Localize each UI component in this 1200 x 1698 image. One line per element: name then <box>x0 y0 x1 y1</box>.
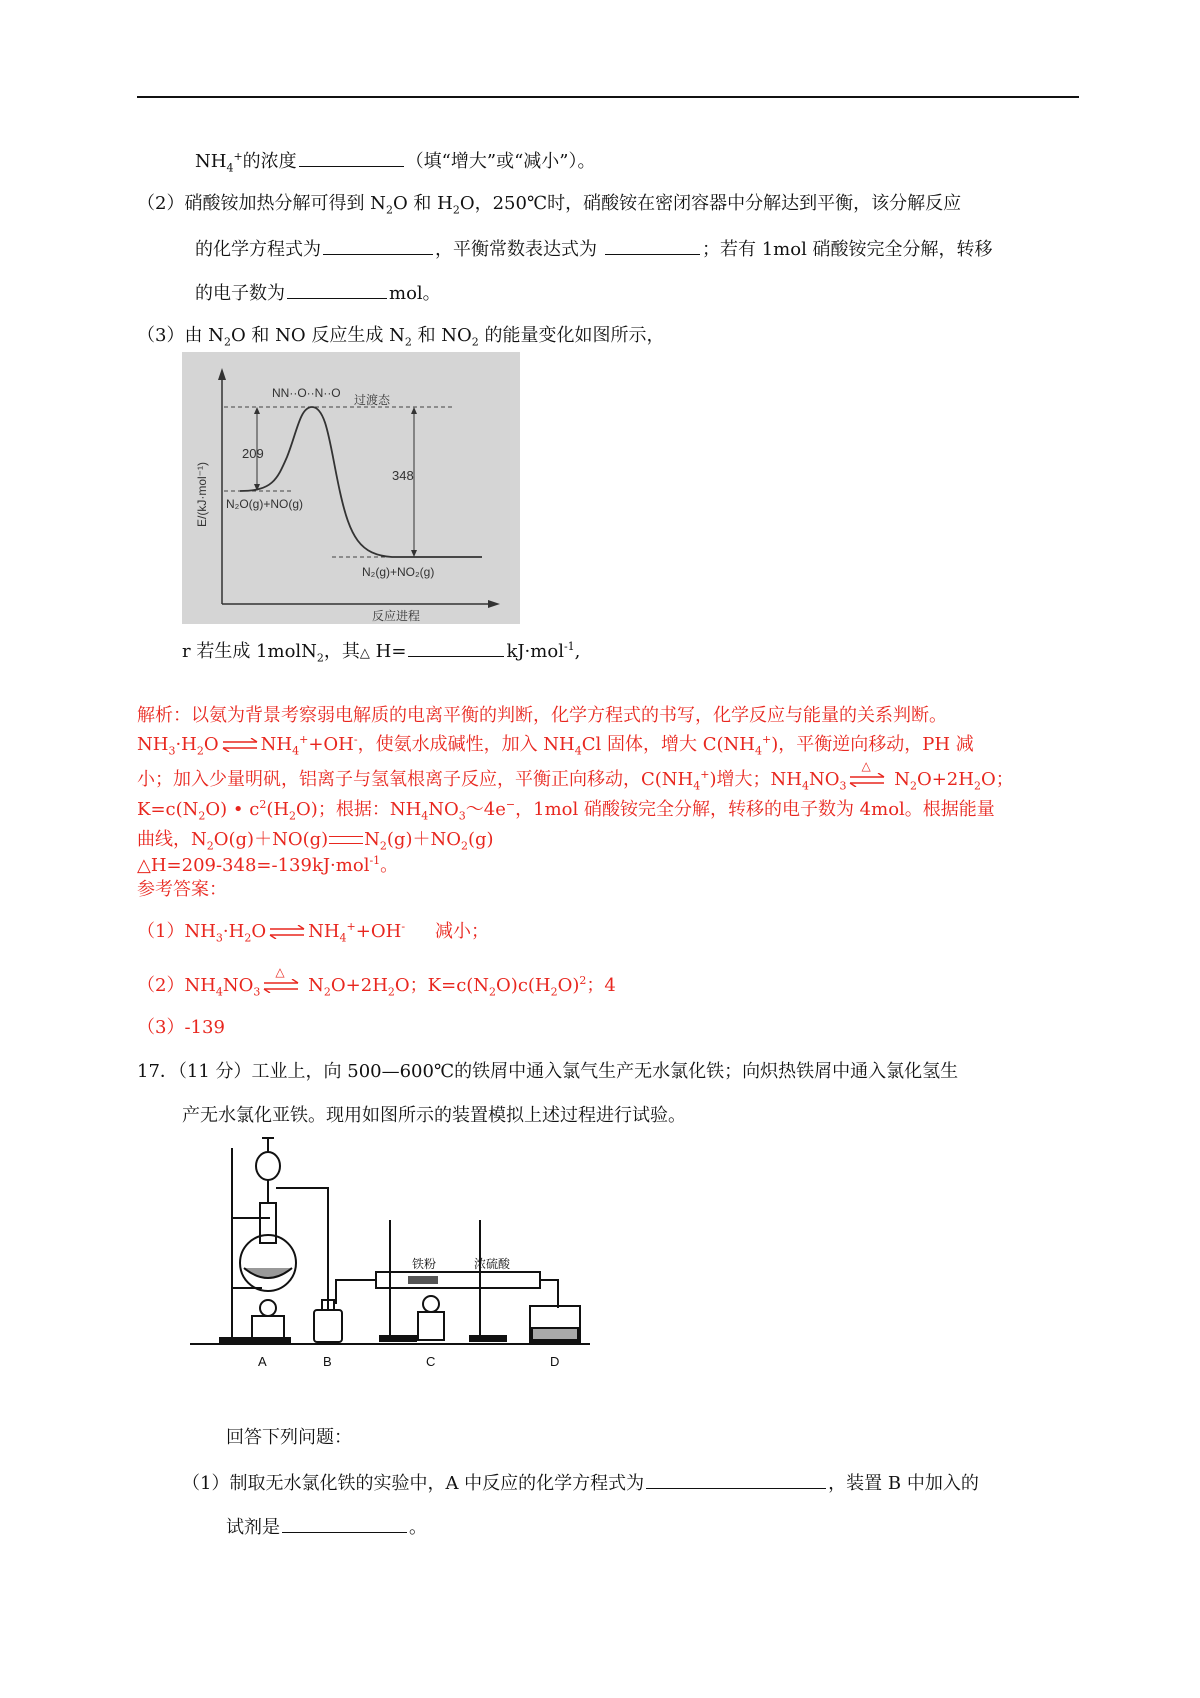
reagent-blank[interactable] <box>282 1516 407 1533</box>
iron-powder <box>408 1276 438 1284</box>
equilibrium-arrow-icon <box>268 925 306 939</box>
q17-part1-line1: （1）制取无水氯化铁的实验中，A 中反应的化学方程式为 ，装置 B 中加入的 <box>182 1473 979 1494</box>
equation-blank[interactable] <box>323 238 433 255</box>
equals-arrow-icon <box>329 836 363 844</box>
label-c: C <box>426 1354 436 1369</box>
electron-blank[interactable] <box>287 282 387 299</box>
equilibrium-arrow-icon <box>221 738 259 752</box>
delta-h-blank[interactable] <box>408 640 504 657</box>
apparatus-diagram <box>190 1128 610 1378</box>
constant-blank[interactable] <box>605 238 700 255</box>
energy-diagram-svg <box>182 352 520 624</box>
tag-iron-powder: 铁粉 <box>412 1257 437 1271</box>
answer-1: $(1)NH_3\cdot H_2O$ $NH_4^++OH^-$ 减小； <box>137 920 490 945</box>
tag-conc-acid: 浓硫酸 <box>474 1257 511 1271</box>
q17-line1: 17．（11 分）工业上，向 500—600℃的铁屑中通入氯气生产无水氯化铁；向炽热铁屑中通入氯化氢生 <box>137 1061 959 1082</box>
q16-part2-line2: 的化学方程式为 ，平衡常数表达式为 ；若有 1mol 硝酸铵完全分解，转移 <box>195 239 993 260</box>
reactant-label: N₂O(g)+NO(g) <box>226 497 303 511</box>
reference-answer-label: 参考答案： <box>137 879 227 900</box>
q17-line2: 产无水氯化亚铁。现用如图所示的装置模拟上述过程进行试验。 <box>182 1105 686 1126</box>
label-b: B <box>323 1354 332 1369</box>
answer-blank[interactable] <box>299 150 404 167</box>
q16-part2-line3: 的电子数为 mol。 <box>195 283 441 304</box>
apparatus-svg <box>190 1128 610 1378</box>
heat-equilibrium-arrow-icon: △ <box>848 773 886 787</box>
reaction-equation-blank[interactable] <box>646 1472 826 1489</box>
q16-part2-line1: （2）硝酸铵加热分解可得到 $N_2O$ 和 $H_2O$，250℃时，硝酸铵在密闭容器中分解达到平衡，该分解反应 <box>137 193 962 217</box>
analysis-line2: $NH_3\cdot H_2O$ $NH_4^++OH^-$，使氨水成碱性，加入 $NH_4Cl$ 固体，增大 $C(NH_4^+)$，平衡逆向移动，PH 减 <box>137 733 974 758</box>
analysis-line6: △H=209-348=-139kJ·mol$^{-1}$。 <box>137 854 399 876</box>
value-209: 209 <box>242 446 264 461</box>
heat-equilibrium-arrow-icon: △ <box>262 979 300 993</box>
energy-diagram <box>182 352 520 624</box>
value-348: 348 <box>392 468 414 483</box>
analysis-line1: 解析：以氨为背景考察弱电解质的电离平衡的判断，化学方程式的书写，化学反应与能量的关系判断。 <box>137 705 947 726</box>
q16-part1-tail: $NH_4^+$的浓度 （填“增大”或“减小”）。 <box>195 150 596 175</box>
transition-state-tag: 过渡态 <box>354 393 391 407</box>
answer-3: （3）-139 <box>137 1017 225 1038</box>
q16-part3-line1: （3）由 $N_2O$ 和 NO 反应生成 $N_2$ 和 $NO_2$ 的能量变化如图所示， <box>137 325 665 349</box>
label-d: D <box>550 1354 560 1369</box>
label-a: A <box>258 1354 267 1369</box>
q16-part3-line2: r 若生成 1molN$_2$，其△ H= kJ·mol$^{-1}$, <box>182 640 581 665</box>
q17-instruction: 回答下列问题： <box>226 1427 352 1448</box>
transition-state-label: NN··O··N··O <box>272 386 341 400</box>
x-axis-label: 反应进程 <box>372 609 421 623</box>
header-rule <box>137 96 1079 98</box>
analysis-line3: 小；加入少量明矾，铝离子与氢氧根离子反应，平衡正向移动，$C(NH_4^+)$增大；$NH_4NO_3$ △ $N_2O+2H_2O$； <box>137 759 1014 793</box>
answer-2: $(2)NH_4NO_3$ △ $N_2O+2H_2O$；$K=c(N_2O)c(H_2O)^2$；4 <box>137 965 616 999</box>
analysis-line4: $K=c(N_2O)$ • $c^2(H_2O)$；根据：$NH_4NO_3\sim 4e^-$，1mol 硝酸铵完全分解，转移的电子数为 4mol。根据能量 <box>137 798 995 823</box>
analysis-line5: 曲线，$N_2O(g)+NO(g)$ $N_2(g)+NO_2(g)$ <box>137 829 494 853</box>
product-label: N₂(g)+NO₂(g) <box>362 565 435 579</box>
q17-part1-line2: 试剂是 。 <box>226 1517 427 1538</box>
y-axis-label: E/(kJ·mol⁻¹) <box>195 462 209 527</box>
